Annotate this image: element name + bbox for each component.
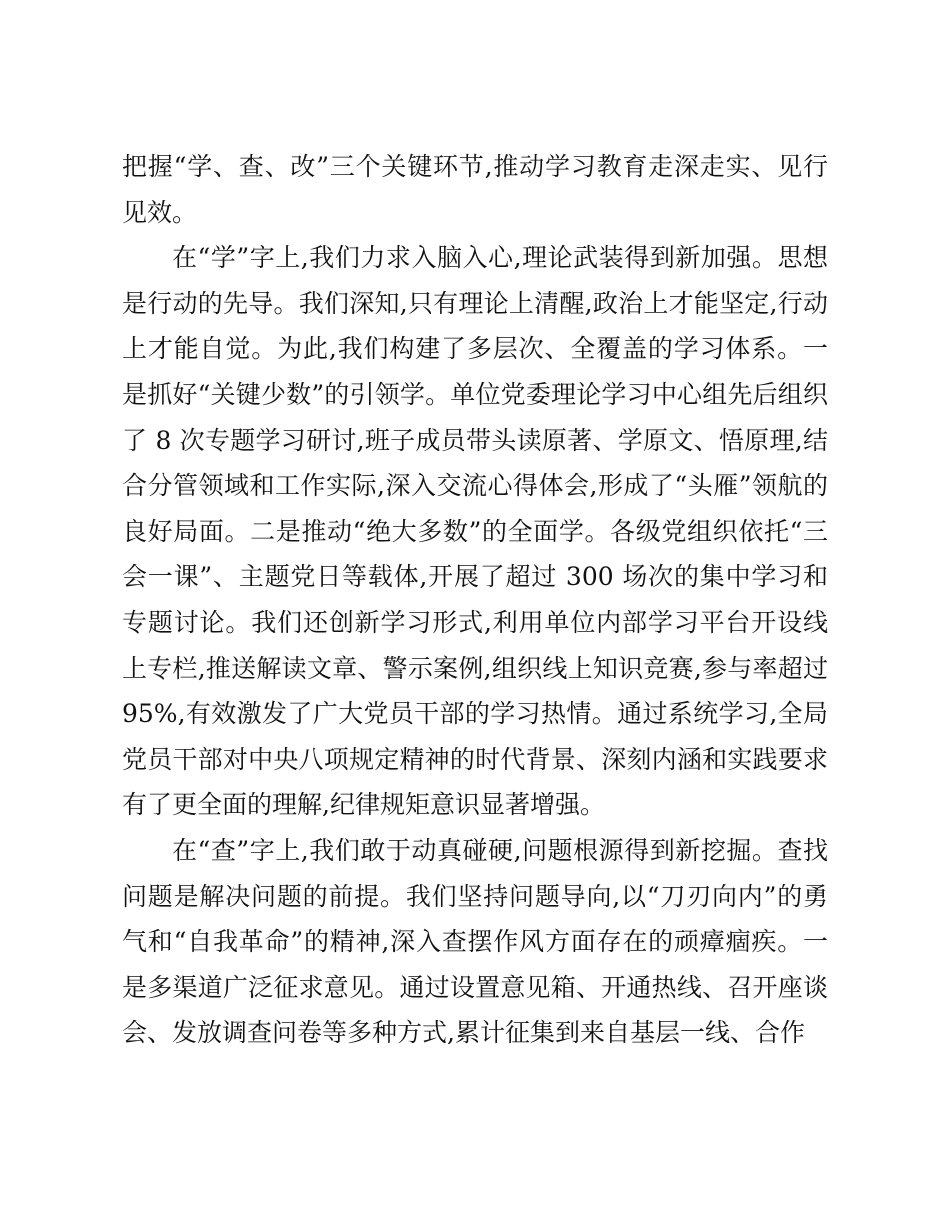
paragraph-study: 在“学”字上,我们力求入脑入心,理论武装得到新加强。思想是行动的先导。我们深知,只有理论上清醒,政治上才能坚定,行动上才能自觉。为此,我们构建了多层次、全覆盖的学习体系。一是抓好“关键少数”的引领学。单位党委理论学习中心组先后组织了 8 次专题学习研讨,班子成员带头读原著、学原文、悟原理,结合分管领域和工作实际,深入交流心得体会,形成了“头雁”领航的良好局面。二是推动“绝大多数”的全面学。各级党组织依托“三会一课”、主题党日等载体,开展了超过 300 场次的集中学习和专题讨论。我们还创新学习形式,利用单位内部学习平台开设线上专栏,推送解读文章、警示案例,组织线上知识竞赛,参与率超过 95%,有效激发了广大党员干部的学习热情。通过系统学习,全局党员干部对中央八项规定精神的时代背景、深刻内涵和实践要求有了更全面的理解,纪律规矩意识显著增强。 xyxy=(122,243,828,820)
paragraph-inspection: 在“查”字上,我们敢于动真碰硬,问题根源得到新挖掘。查找问题是解决问题的前提。我们坚持问题导向,以“刀刃向内”的勇气和“自我革命”的精神,深入查摆作风方面存在的顽瘴痼疾。一是多渠道广泛征求意见。通过设置意见箱、开通热线、召开座谈会、发放调查问卷等多种方式,累计征集到来自基层一线、合作 xyxy=(122,835,828,1048)
paragraph-continuation: 把握“学、查、改”三个关键环节,推动学习教育走深走实、见行见效。 xyxy=(122,152,828,227)
document-body xyxy=(122,144,828,1056)
